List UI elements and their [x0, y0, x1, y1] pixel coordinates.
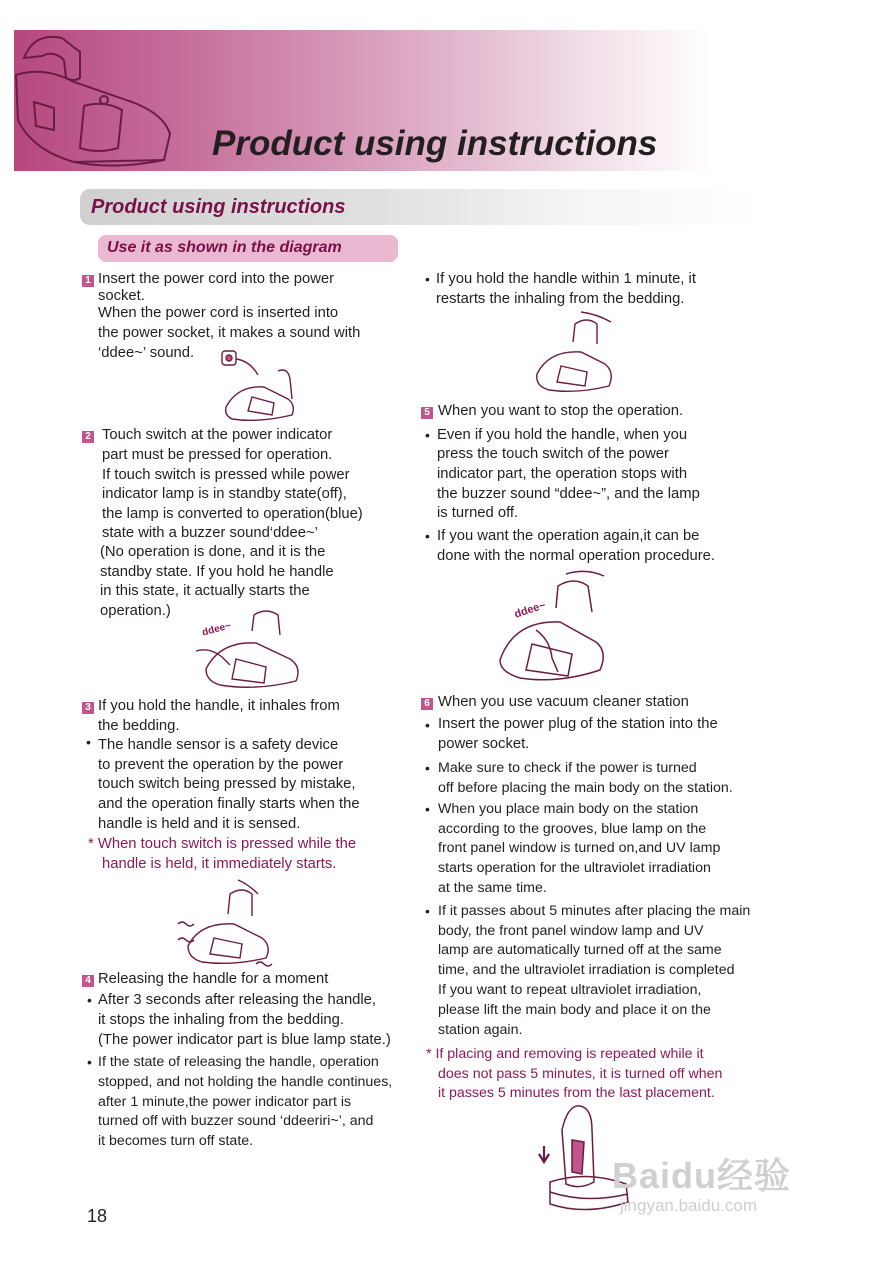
step3-line: to prevent the operation by the power [98, 757, 344, 773]
step5-line: done with the normal operation procedure. [437, 548, 716, 564]
sound-label: ddee~ [512, 599, 548, 621]
step6-line: When you use vacuum cleaner station [438, 694, 689, 710]
header-vacuum-illustration [14, 30, 184, 171]
plug-in-illustration [218, 345, 298, 425]
step6-line: Make sure to check if the power is turned [438, 760, 697, 776]
step2-line: If touch switch is pressed while power [102, 467, 350, 483]
bullet: • [87, 1054, 92, 1070]
hold-handle-illustration [178, 880, 273, 970]
restart-line: restarts the inhaling from the bedding. [436, 291, 685, 307]
step2-line: state with a buzzer sound‘ddee~’ [102, 525, 318, 541]
watermark-url: jingyan.baidu.com [620, 1196, 758, 1215]
section-title: Product using instructions [91, 196, 346, 218]
step6-line: time, and the ultraviolet irradiation is completed [438, 962, 735, 978]
bullet: • [425, 760, 430, 776]
step6-line: please lift the main body and place it on the [438, 1002, 711, 1018]
step6-line: If you want to repeat ultraviolet irradiation, [438, 982, 702, 998]
step4-line: stopped, and not holding the handle continues, [98, 1074, 393, 1090]
step3-line: and the operation finally starts when the [98, 796, 360, 812]
step4-line: it becomes turn off state. [98, 1133, 254, 1149]
step6-line: If it passes about 5 minutes after placing the main [438, 903, 751, 919]
step2-line: (No operation is done, and it is the [100, 544, 326, 560]
restart-line: If you hold the handle within 1 minute, it [436, 271, 696, 287]
step4-line: turned off with buzzer sound ‘ddeeriri~’, and [98, 1113, 374, 1129]
watermark-logo: Baidu经验 [612, 1155, 792, 1196]
step5-line: indicator part, the operation stops with [437, 466, 688, 482]
step5-line: press the touch switch of the power [437, 446, 669, 462]
step6-line: starts operation for the ultraviolet irradiation [438, 860, 711, 876]
step4-line: it stops the inhaling from the bedding. [98, 1012, 344, 1028]
step2-line: indicator lamp is in standby state(off), [102, 486, 347, 502]
step-number-4: 4 [82, 975, 94, 987]
step4-line: Releasing the handle for a moment [98, 971, 329, 987]
step5-line: the buzzer sound “ddee~”, and the lamp [437, 486, 700, 502]
touch-switch-illustration [196, 605, 306, 695]
step6-line: power socket. [438, 736, 530, 752]
step3-line: touch switch being pressed by mistake, [98, 776, 356, 792]
step6-line: front panel window is turned on,and UV lamp [438, 840, 721, 856]
step-number-6: 6 [421, 698, 433, 710]
step3-line: handle is held and it is sensed. [98, 816, 301, 832]
bullet: • [425, 427, 430, 443]
step1-line: ‘ddee~’ sound. [98, 345, 195, 361]
step3-line: the bedding. [98, 718, 180, 734]
bullet: • [86, 734, 91, 750]
step3-note: handle is held, it immediately starts. [102, 856, 337, 872]
step4-line: (The power indicator part is blue lamp state.) [98, 1032, 391, 1048]
step4-line: after 1 minute,the power indicator part is [98, 1094, 352, 1110]
step5-line: If you want the operation again,it can be [437, 528, 700, 544]
step2-line: standby state. If you hold he handle [100, 564, 334, 580]
step1-line: When the power cord is inserted into [98, 305, 339, 321]
step2-line: the lamp is converted to operation(blue) [102, 506, 363, 522]
step5-line: is turned off. [437, 505, 519, 521]
step-number-2: 2 [82, 431, 94, 443]
step6-line: at the same time. [438, 880, 547, 896]
page-title: Product using instructions [212, 124, 658, 163]
bullet: • [425, 717, 430, 733]
step3-line: The handle sensor is a safety device [98, 737, 339, 753]
step4-line: If the state of releasing the handle, operation [98, 1054, 379, 1070]
step6-line: lamp are automatically turned off at the same [438, 942, 722, 958]
page-number: 18 [87, 1206, 108, 1226]
bullet: • [87, 992, 92, 1008]
step5-line: When you want to stop the operation. [438, 403, 684, 419]
step6-line: according to the grooves, blue lamp on the [438, 821, 707, 837]
step6-line: Insert the power plug of the station into the [438, 716, 718, 732]
step6-line: station again. [438, 1022, 523, 1038]
step2-line: Touch switch at the power indicator [102, 427, 333, 443]
step6-line: When you place main body on the station [438, 801, 699, 817]
step6-note: it passes 5 minutes from the last placement. [438, 1085, 715, 1101]
step1-line: Insert the power cord into the power [98, 271, 335, 287]
step-number-5: 5 [421, 407, 433, 419]
step6-line: body, the front panel window lamp and UV [438, 923, 704, 939]
step6-line: off before placing the main body on the station. [438, 780, 733, 796]
bullet: • [425, 271, 430, 287]
step6-note: * If placing and removing is repeated while it [426, 1046, 704, 1062]
bullet: • [425, 903, 430, 919]
step2-line: part must be pressed for operation. [102, 447, 333, 463]
step4-line: After 3 seconds after releasing the handle, [98, 992, 377, 1008]
subtitle: Use it as shown in the diagram [107, 239, 342, 256]
restart-illustration [533, 312, 613, 397]
step3-note: * When touch switch is pressed while the [88, 836, 357, 852]
step-number-1: 1 [82, 275, 94, 287]
step2-line: operation.) [100, 603, 171, 619]
step6-note: does not pass 5 minutes, it is turned off when [438, 1066, 723, 1082]
step5-line: Even if you hold the handle, when you [437, 427, 688, 443]
step2-line: in this state, it actually starts the [100, 583, 310, 599]
step-number-3: 3 [82, 702, 94, 714]
bullet: • [425, 801, 430, 817]
bullet: • [425, 528, 430, 544]
stop-operation-illustration [496, 568, 608, 693]
step1-line: the power socket, it makes a sound with [98, 325, 361, 341]
step3-line: If you hold the handle, it inhales from [98, 698, 340, 714]
sound-label: ddee~ [201, 620, 233, 639]
step1-line: socket. [98, 288, 145, 304]
